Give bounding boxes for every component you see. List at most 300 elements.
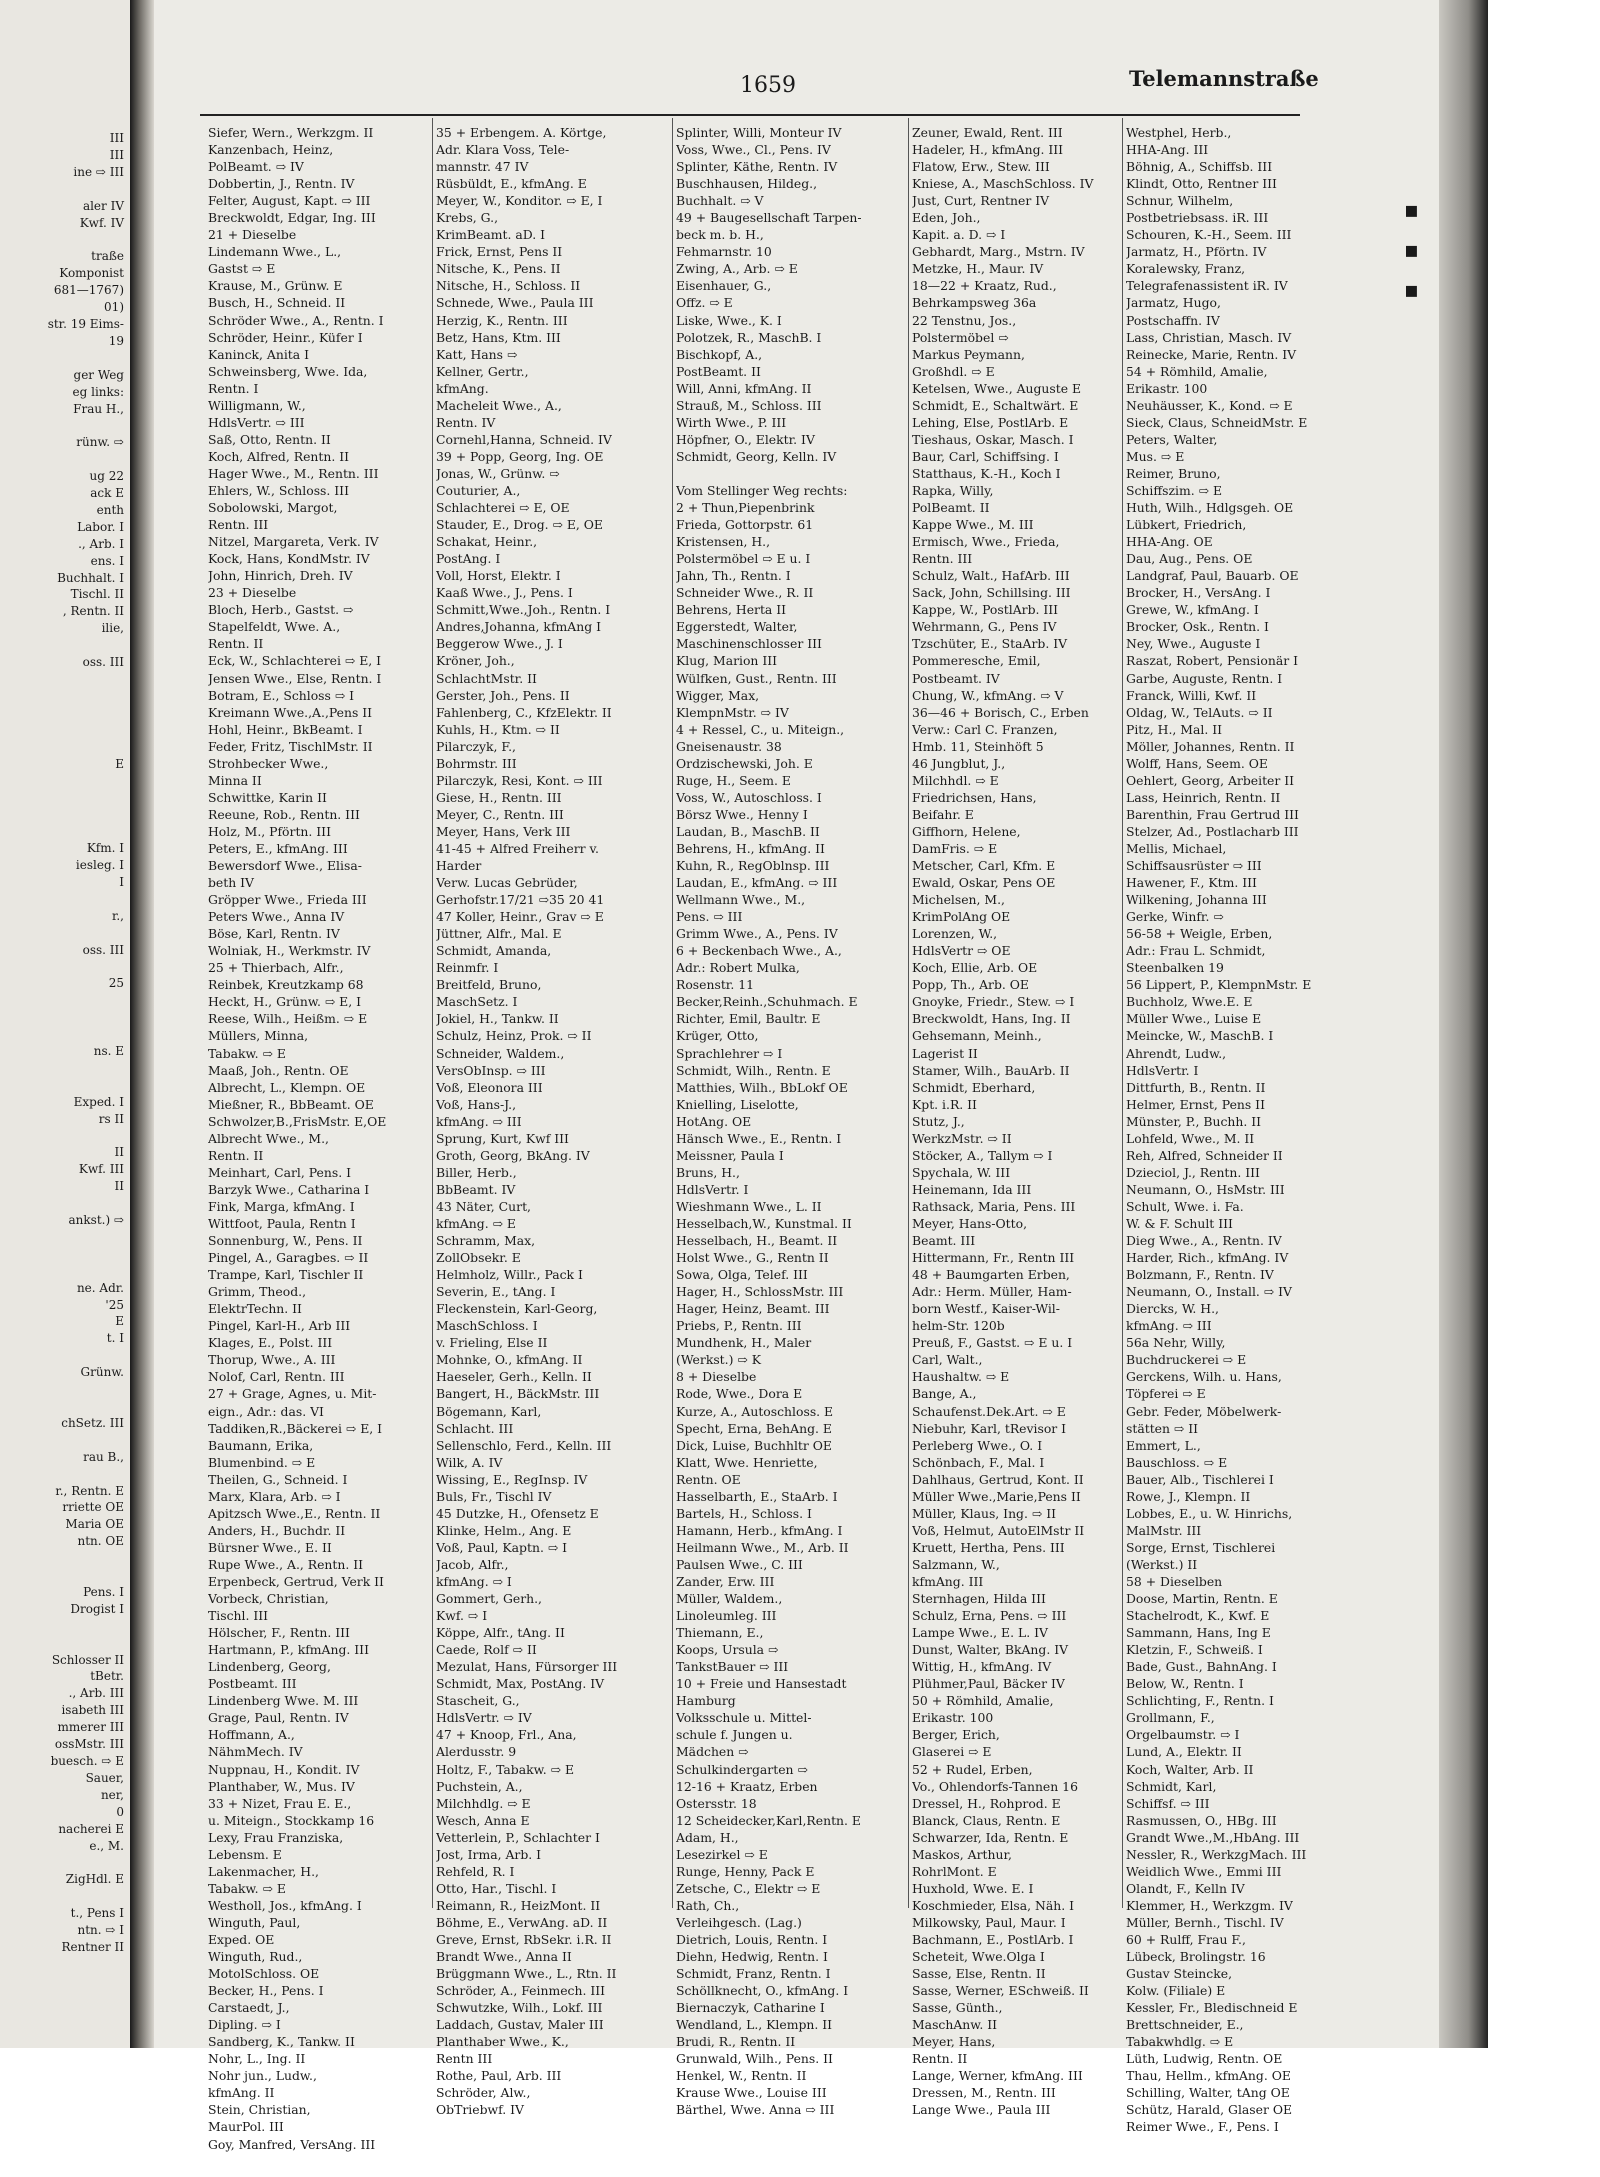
left-page-line	[0, 1550, 126, 1567]
directory-entry: Hager, Heinz, Beamt. III	[676, 1301, 830, 1317]
directory-entry: Rathsack, Maria, Pens. III	[912, 1198, 1076, 1214]
directory-entry: Sammann, Hans, Ing E	[1126, 1625, 1271, 1641]
directory-entry: Erpenbeck, Gertrud, Verk II	[208, 1573, 384, 1589]
left-page-line	[0, 1432, 126, 1449]
directory-entry: 54 + Römhild, Amalie,	[1126, 363, 1268, 379]
directory-entry: Westholl, Jos., kfmAng. I	[208, 1897, 362, 1913]
directory-entry: Minna II	[208, 772, 262, 788]
directory-entry: 23 + Dieselbe	[208, 585, 297, 601]
directory-entry: Pilarczyk, Resi, Kont. ⇨ III	[436, 772, 603, 788]
directory-entry: Neuhäusser, K., Kond. ⇨ E	[1126, 397, 1293, 413]
directory-entry: kfmAng. III	[912, 1573, 984, 1589]
directory-entry: Müllers, Minna,	[208, 1028, 309, 1044]
directory-entry: Postbeamt. III	[208, 1676, 297, 1692]
directory-entry: Klemmer, H., Werkzgm. IV	[1126, 1897, 1293, 1913]
directory-entry: Stascheit, G.,	[436, 1693, 520, 1709]
directory-entry: u. Miteign., Stockkamp 16	[208, 1812, 375, 1828]
directory-entry: Dunst, Walter, BkAng. IV	[912, 1642, 1069, 1658]
directory-entry: Holtz, F., Tabakw. ⇨ E	[436, 1761, 574, 1777]
directory-entry: Scheteit, Wwe.Olga I	[912, 1949, 1045, 1965]
directory-entry: Zander, Erw. III	[676, 1573, 775, 1589]
left-page-line: Tischl. II	[70, 587, 124, 602]
directory-entry: Schilling, Walter, tAng OE	[1126, 2085, 1290, 2101]
directory-entry: Jahn, Th., Rentn. I	[676, 568, 791, 584]
directory-column-4	[912, 124, 1118, 2118]
directory-entry: Schwutzke, Wilh., Lokf. III	[436, 2000, 603, 2016]
directory-entry: Berger, Erich,	[912, 1727, 1000, 1743]
directory-entry: Emmert, L.,	[1126, 1437, 1201, 1453]
directory-entry: 12 Scheidecker,Karl,Rentn. E	[676, 1812, 861, 1828]
directory-entry: KrimBeamt. aD. I	[436, 227, 545, 243]
directory-entry: 41-45 + Alfred Freiherr v.	[436, 840, 599, 856]
directory-entry: TankstBauer ⇨ III	[676, 1659, 789, 1675]
directory-entry: Dick, Luise, Buchhltr OE	[676, 1437, 832, 1453]
directory-entry: Vetterlein, P., Schlachter I	[436, 1829, 600, 1845]
directory-entry: Schulz, Erna, Pens. ⇨ III	[912, 1608, 1067, 1624]
directory-entry: Lass, Heinrich, Rentn. II	[1126, 789, 1281, 805]
directory-entry: Biller, Herb.,	[436, 1164, 517, 1180]
directory-entry: Schmidt, Wilh., Rentn. E	[676, 1062, 831, 1078]
directory-entry: Maschinenschlosser III	[676, 636, 822, 652]
directory-entry: Marx, Klara, Arb. ⇨ I	[208, 1488, 341, 1504]
margin-marks: ▪ ▪ ▪	[1404, 197, 1419, 303]
directory-entry: HotAng. OE	[676, 1113, 752, 1129]
directory-entry: Rentn. III	[912, 551, 973, 567]
directory-entry: Kuhls, H., Ktm. ⇨ II	[436, 721, 560, 737]
directory-entry: Schnur, Wilhelm,	[1126, 193, 1234, 209]
directory-entry: VersObInsp. ⇨ III	[436, 1062, 546, 1078]
directory-entry: Holst Wwe., G., Rentn II	[676, 1250, 829, 1266]
directory-entry: Carl, Walt.,	[912, 1352, 983, 1368]
directory-entry: Postbetriebsass. iR. III	[1126, 210, 1269, 226]
directory-entry: Westphel, Herb.,	[1126, 125, 1232, 140]
directory-entry: Schult, Wwe. i. Fa.	[1126, 1198, 1244, 1214]
directory-entry: Lakenmacher, H.,	[208, 1863, 319, 1879]
directory-entry: Postschaffn. IV	[1126, 312, 1220, 328]
directory-entry: 8 + Dieselbe	[676, 1369, 757, 1385]
directory-entry: Theilen, G., Schneid. I	[208, 1471, 348, 1487]
directory-entry: Brettschneider, E.,	[1126, 2017, 1244, 2033]
left-page-line: I	[119, 874, 124, 889]
directory-entry: Bischkopf, A.,	[676, 346, 763, 362]
directory-entry: Harder	[436, 858, 482, 874]
left-page-line: buesch. ⇨ E	[50, 1754, 124, 1768]
directory-entry: Stöcker, A., Tallym ⇨ I	[912, 1147, 1053, 1163]
directory-entry: 35 + Erbengem. A. Körtge,	[436, 125, 607, 140]
directory-entry: Jüttner, Alfr., Mal. E	[436, 926, 562, 942]
directory-entry: Krause, M., Grünw. E	[208, 278, 343, 294]
directory-entry: Fink, Marga, kfmAng. I	[208, 1198, 355, 1214]
directory-entry: Sowa, Olga, Telef. III	[676, 1267, 808, 1283]
left-page-line	[0, 1229, 126, 1246]
directory-entry: helm-Str. 120b	[912, 1318, 1005, 1334]
left-page-line: r., Rentn. E	[55, 1483, 124, 1498]
left-page-line	[0, 1567, 126, 1584]
directory-entry: Rosenstr. 11	[676, 977, 755, 993]
directory-entry: 21 + Dieselbe	[208, 227, 297, 243]
directory-entry: Kanzenbach, Heinz,	[208, 142, 334, 158]
directory-entry: Dietrich, Louis, Rentn. I	[676, 1931, 828, 1947]
directory-entry: Schramm, Max,	[436, 1233, 536, 1249]
directory-entry: Nuppnau, H., Kondit. IV	[208, 1761, 360, 1777]
directory-entry: Meyer, Hans, Verk III	[436, 823, 571, 839]
directory-entry: Adr.: Robert Mulka,	[676, 960, 800, 976]
directory-entry: 18—22 + Kraatz, Rud.,	[912, 278, 1057, 294]
directory-entry: Rode, Wwe., Dora E	[676, 1386, 803, 1402]
directory-entry: Gommert, Gerh.,	[436, 1591, 542, 1607]
directory-entry: Harder, Rich., kfmAng. IV	[1126, 1250, 1289, 1266]
directory-entry: Schaufenst.Dek.Art. ⇨ E	[912, 1403, 1066, 1419]
directory-entry: Friedrichsen, Hans,	[912, 789, 1037, 805]
left-page-line	[0, 1077, 126, 1094]
directory-entry: Kristensen, H.,	[676, 534, 771, 550]
directory-entry: Gerckens, Wilh. u. Hans,	[1126, 1369, 1282, 1385]
directory-entry: (Werkst.) ⇨ K	[676, 1352, 761, 1368]
left-page-line: Grünw.	[80, 1365, 124, 1380]
directory-entry: Voß, Paul, Kaptn. ⇨ I	[436, 1539, 568, 1555]
left-page-text	[0, 130, 126, 1956]
directory-entry: SchlachtMstr. II	[436, 670, 537, 686]
directory-entry: Wilkening, Johanna III	[1126, 892, 1267, 908]
directory-entry: Haeseler, Gerh., Kelln. II	[436, 1369, 592, 1385]
directory-entry: ObTriebwf. IV	[436, 2102, 524, 2118]
directory-entry: Bruns, H.,	[676, 1164, 740, 1180]
directory-entry: KlempnMstr. ⇨ IV	[676, 704, 789, 720]
directory-entry: WerkzMstr. ⇨ II	[912, 1130, 1012, 1146]
directory-entry: Gerster, Joh., Pens. II	[436, 687, 570, 703]
directory-entry: PolBeamt. ⇨ IV	[208, 159, 304, 175]
directory-entry: Hesselbach,W., Kunstmal. II	[676, 1216, 852, 1231]
directory-entry: Bloch, Herb., Gastst. ⇨	[208, 602, 354, 618]
street-header: Telemannstraße	[1129, 66, 1319, 91]
directory-entry: Schlachterei ⇨ E, OE	[436, 500, 570, 516]
directory-entry: Pilarczyk, F.,	[436, 738, 516, 754]
directory-entry: Lorenzen, W.,	[912, 926, 998, 942]
directory-entry: Grimm Wwe., A., Pens. IV	[676, 926, 838, 942]
directory-entry: Ewald, Oskar, Pens OE	[912, 875, 1056, 891]
directory-entry: Huth, Wilh., Hdlgsgeh. OE	[1126, 500, 1294, 516]
left-page-line: '25	[105, 1297, 124, 1312]
left-page-line: 19	[108, 333, 124, 348]
directory-entry: Wissing, E., RegInsp. IV	[436, 1471, 588, 1487]
directory-entry: Cornehl,Hanna, Schneid. IV	[436, 431, 612, 447]
directory-entry: Splinter, Käthe, Rentn. IV	[676, 159, 838, 175]
directory-entry: Hamburg	[676, 1693, 736, 1709]
directory-entry: Breckwoldt, Edgar, Ing. III	[208, 210, 376, 226]
directory-entry: Schulz, Heinz, Prok. ⇨ II	[436, 1028, 592, 1044]
directory-entry: Brocker, Osk., Rentn. I	[1126, 619, 1269, 635]
directory-entry: MotolSchloss. OE	[208, 1966, 320, 1982]
directory-entry: Sprachlehrer ⇨ I	[676, 1045, 783, 1061]
left-page-line	[0, 1195, 126, 1212]
left-page-line: ine ⇨ III	[73, 164, 124, 179]
left-page-line	[0, 637, 126, 654]
directory-entry: Beamt. III	[912, 1233, 976, 1249]
directory-entry: beth IV	[208, 875, 255, 891]
directory-entry: Schwolzer,B.,FrisMstr. E,OE	[208, 1113, 387, 1129]
left-page-line: Buchhalt. I	[57, 570, 124, 585]
directory-entry: MaschAnw. II	[912, 2017, 998, 2033]
directory-entry: Preuß, F., Gastst. ⇨ E u. I	[912, 1335, 1073, 1351]
directory-entry: Kellner, Gertr.,	[436, 363, 529, 379]
directory-entry: Bürsner Wwe., E. II	[208, 1539, 332, 1555]
directory-entry: Schröder, Alw.,	[436, 2085, 531, 2101]
directory-entry: Garbe, Auguste, Rentn. I	[1126, 670, 1283, 686]
directory-entry: Dzieciol, J., Rentn. III	[1126, 1164, 1260, 1180]
directory-entry: Großhdl. ⇨ E	[912, 363, 995, 379]
directory-entry: Just, Curt, Rentner IV	[912, 193, 1050, 209]
directory-entry: Schöllknecht, O., kfmAng. I	[676, 1983, 849, 1999]
directory-entry: HHA-Ang. III	[1126, 142, 1209, 158]
left-page-line	[0, 1381, 126, 1398]
directory-entry: Rothe, Paul, Arb. III	[436, 2068, 562, 2084]
directory-entry: Zeuner, Ewald, Rent. III	[912, 125, 1063, 140]
directory-entry: Stapelfeldt, Wwe. A.,	[208, 619, 341, 635]
directory-entry: Knielling, Liselotte,	[676, 1096, 799, 1112]
directory-entry: Fahlenberg, C., KfzElektr. II	[436, 704, 612, 720]
directory-entry: Reh, Alfred, Schneider II	[1126, 1147, 1283, 1163]
directory-entry: Wittig, H., kfmAng. IV	[912, 1659, 1052, 1675]
directory-entry: Frick, Ernst, Pens II	[436, 244, 563, 260]
directory-entry: Klages, E., Polst. III	[208, 1335, 333, 1351]
directory-entry: Meissner, Paula I	[676, 1147, 784, 1163]
directory-entry: Statthaus, K.-H., Koch I	[912, 465, 1061, 481]
directory-entry: Wittfoot, Paula, Rentn I	[208, 1216, 356, 1231]
directory-entry: Wieshmann Wwe., L. II	[676, 1198, 822, 1214]
directory-entry: Botram, E., Schloss ⇨ I	[208, 687, 355, 703]
directory-entry: Dipling. ⇨ I	[208, 2017, 281, 2033]
directory-entry: Voß, Eleonora III	[436, 1079, 543, 1095]
directory-entry: Lübeck, Brolingstr. 16	[1126, 1949, 1266, 1965]
directory-entry: Koch, Walter, Arb. II	[1126, 1761, 1254, 1777]
directory-entry: Böse, Karl, Rentn. IV	[208, 926, 340, 942]
directory-entry: eign., Adr.: das. VI	[208, 1403, 324, 1419]
directory-entry: Behrens, Herta II	[676, 602, 787, 618]
column-divider	[432, 118, 433, 1908]
directory-entry: Neumann, O., Install. ⇨ IV	[1126, 1284, 1292, 1300]
directory-entry: Metzke, H., Maur. IV	[912, 261, 1044, 277]
left-page-line: str. 19 Eims-	[47, 316, 124, 331]
directory-entry: Schmidt, Georg, Kelln. IV	[676, 448, 837, 464]
directory-entry: Koschmieder, Elsa, Näh. I	[912, 1897, 1075, 1913]
directory-entry: Macheleit Wwe., A.,	[436, 397, 562, 413]
directory-entry: mannstr. 47 IV	[436, 159, 529, 175]
directory-entry: Grage, Paul, Rentn. IV	[208, 1710, 349, 1726]
directory-entry: Sasse, Werner, ESchweiß. II	[912, 1983, 1089, 1999]
left-page-line	[0, 1398, 126, 1415]
directory-entry: beck m. b. H.,	[676, 227, 764, 243]
directory-entry: Dau, Aug., Pens. OE	[1126, 551, 1253, 567]
directory-entry: Klug, Marion III	[676, 653, 778, 669]
left-page-line	[0, 1246, 126, 1263]
left-page-line: 01)	[104, 300, 124, 315]
directory-entry: Priebs, P., Rentn. III	[676, 1318, 802, 1334]
directory-entry: Böhnig, A., Schiffsb. III	[1126, 159, 1273, 175]
directory-entry: Schwittke, Karin II	[208, 789, 327, 805]
directory-entry: Jacob, Alfr.,	[436, 1556, 509, 1572]
directory-entry: 60 + Rulff, Frau F.,	[1126, 1931, 1246, 1947]
directory-entry: Barenthin, Frau Gertrud III	[1126, 806, 1299, 822]
directory-entry: Tabakwhdlg. ⇨ E	[1126, 2034, 1234, 2050]
left-page-line: traße	[91, 249, 124, 264]
directory-entry: PolBeamt. II	[912, 500, 990, 516]
directory-entry: MaschSetz. I	[436, 994, 518, 1010]
directory-entry: Michelsen, M.,	[912, 892, 1005, 908]
directory-entry: Heinemann, Ida III	[912, 1181, 1032, 1197]
directory-entry: Kruett, Hertha, Pens. III	[912, 1539, 1065, 1555]
directory-entry: Laudan, E., kfmAng. ⇨ III	[676, 875, 838, 891]
directory-entry: Strauß, M., Schloss. III	[676, 397, 822, 413]
directory-entry: Hamann, Herb., kfmAng. I	[676, 1522, 843, 1538]
directory-entry: 56a Nehr, Willy,	[1126, 1335, 1226, 1351]
directory-entry: Postbeamt. IV	[912, 670, 1000, 686]
directory-entry: Landgraf, Paul, Bauarb. OE	[1126, 568, 1299, 584]
directory-entry: Wolff, Hans, Seem. OE	[1126, 755, 1268, 771]
directory-entry: Meincke, W., MaschB. I	[1126, 1028, 1274, 1044]
directory-entry: Neumann, O., HsMstr. III	[1126, 1181, 1285, 1197]
directory-entry: Polstermöbel ⇨ E u. I	[676, 551, 811, 567]
directory-entry: Schiffsausrüster ⇨ III	[1126, 858, 1262, 874]
directory-entry: Bauschloss. ⇨ E	[1126, 1454, 1228, 1470]
directory-entry: Kaninck, Anita I	[208, 346, 309, 362]
left-page-line: isabeth III	[61, 1703, 124, 1718]
directory-entry: Stein, Christian,	[208, 2102, 311, 2118]
directory-entry: Liske, Wwe., K. I	[676, 312, 782, 328]
directory-entry: Groth, Georg, BkAng. IV	[436, 1147, 590, 1163]
directory-entry: Nitzel, Margareta, Verk. IV	[208, 534, 379, 550]
directory-entry: Winguth, Paul,	[208, 1914, 301, 1930]
left-page-line	[0, 705, 126, 722]
column-divider	[908, 118, 909, 1908]
directory-entry: Sandberg, K., Tankw. II	[208, 2034, 355, 2050]
left-page-line	[0, 823, 126, 840]
directory-entry: Stutz, J.,	[912, 1113, 965, 1129]
directory-entry: Linoleumleg. III	[676, 1608, 777, 1624]
directory-entry: Behrkampsweg 36a	[912, 295, 1037, 311]
left-page-line: ossMstr. III	[54, 1737, 124, 1752]
directory-entry: 49 + Baugesellschaft Tarpen-	[676, 210, 862, 226]
directory-entry: kfmAng.	[436, 380, 489, 396]
directory-entry: Wülfken, Gust., Rentn. III	[676, 670, 837, 686]
directory-entry: Winguth, Rud.,	[208, 1949, 303, 1965]
left-page-line	[0, 688, 126, 705]
directory-entry: Apitzsch Wwe.,E., Rentn. II	[208, 1505, 381, 1521]
directory-entry: Tabakw. ⇨ E	[208, 1880, 286, 1896]
directory-entry: Holz, M., Pförtn. III	[208, 823, 331, 839]
directory-entry: 6 + Beckenbach Wwe., A.,	[676, 943, 842, 959]
directory-entry: Adr.: Herm. Müller, Ham-	[912, 1284, 1072, 1300]
directory-entry: Milchhdlg. ⇨ E	[436, 1795, 531, 1811]
directory-entry: Gebr. Feder, Möbelwerk-	[1126, 1403, 1282, 1419]
directory-entry: Gastst ⇨ E	[208, 261, 276, 277]
directory-entry: ElektrTechn. II	[208, 1301, 302, 1317]
left-page-line: Kfm. I	[86, 841, 124, 856]
left-page-line	[0, 1127, 126, 1144]
directory-entry: MaschSchloss. I	[436, 1318, 538, 1334]
directory-entry: Laudan, B., MaschB. II	[676, 823, 820, 839]
directory-entry: Fleckenstein, Karl-Georg,	[436, 1301, 598, 1317]
directory-entry: Bangert, H., BäckMstr. III	[436, 1386, 600, 1402]
directory-entry: Erikastr. 100	[912, 1710, 994, 1726]
directory-entry: Schulz, Walt., HafArb. III	[912, 568, 1070, 584]
left-page-line	[0, 1026, 126, 1043]
left-page-line: ns. E	[93, 1043, 124, 1058]
directory-entry: Müller, Klaus, Ing. ⇨ II	[912, 1505, 1056, 1521]
left-page-line: Rentner II	[61, 1939, 124, 1954]
directory-entry: Hadeler, H., kfmAng. III	[912, 142, 1064, 158]
directory-entry: Peters, Walter,	[1126, 431, 1218, 447]
directory-entry: Adam, H.,	[676, 1829, 739, 1845]
left-page-line	[0, 958, 126, 975]
directory-entry: Becker,Reinh.,Schuhmach. E	[676, 994, 858, 1010]
directory-entry: Schwarzer, Ida, Rentn. E	[912, 1829, 1069, 1845]
left-page-line	[0, 739, 126, 756]
directory-entry: Nitsche, H., Schloss. II	[436, 278, 581, 294]
directory-entry: Mießner, R., BbBeamt. OE	[208, 1096, 374, 1112]
directory-entry: Jonas, W., Grünw. ⇨	[436, 465, 560, 481]
directory-entry: 39 + Popp, Georg, Ing. OE	[436, 448, 604, 464]
directory-entry: Bartels, H., Schloss. I	[676, 1505, 812, 1521]
directory-entry: Rentn. II	[912, 2051, 968, 2067]
left-page-line: ger Weg	[73, 367, 124, 382]
left-page-line	[0, 1347, 126, 1364]
left-page-line: E	[115, 756, 124, 771]
directory-entry: Splinter, Willi, Monteur IV	[676, 125, 842, 140]
directory-entry: Eck, W., Schlachterei ⇨ E, I	[208, 653, 382, 669]
directory-entry: Below, W., Rentn. I	[1126, 1676, 1244, 1692]
directory-entry: Brocker, H., VersAng. I	[1126, 585, 1271, 601]
directory-entry: Pommeresche, Emil,	[912, 653, 1041, 669]
directory-entry: Sasse, Günth.,	[912, 2000, 1003, 2016]
directory-entry: kfmAng. II	[208, 2085, 275, 2101]
directory-entry: Gnoyke, Friedr., Stew. ⇨ I	[912, 994, 1075, 1010]
directory-entry: Koops, Ursula ⇨	[676, 1642, 779, 1658]
directory-entry: Mezulat, Hans, Fürsorger III	[436, 1659, 618, 1675]
directory-entry: Grandt Wwe.,M.,HbAng. III	[1126, 1829, 1300, 1845]
directory-entry: Dieg Wwe., A., Rentn. IV	[1126, 1233, 1282, 1249]
directory-entry: Beifahr. E	[912, 806, 974, 822]
left-page-line	[0, 181, 126, 198]
directory-entry: Greve, Ernst, RbSekr. i.R. II	[436, 1931, 612, 1947]
left-page-line: III	[109, 147, 124, 162]
left-page-line	[0, 722, 126, 739]
column-divider	[672, 118, 673, 1908]
directory-entry: Will, Anni, kfmAng. II	[676, 380, 812, 396]
left-page-line: iesleg. I	[75, 857, 124, 872]
directory-entry: Dressen, M., Rentn. III	[912, 2085, 1056, 2101]
directory-entry: Koch, Ellie, Arb. OE	[912, 960, 1038, 976]
directory-entry: Tabakw. ⇨ E	[208, 1045, 286, 1061]
left-page-line: E	[115, 1314, 124, 1329]
directory-entry: Kolw. (Filiale) E	[1126, 1983, 1226, 1999]
left-page-line	[0, 417, 126, 434]
left-page-line: ack E	[90, 486, 124, 501]
directory-entry: Sack, John, Schillsing. III	[912, 585, 1071, 601]
directory-entry: Thiemann, E.,	[676, 1625, 764, 1641]
directory-entry: Schütz, Harald, Glaser OE	[1126, 2102, 1293, 2118]
directory-entry: Herzig, K., Rentn. III	[436, 312, 568, 328]
directory-entry: Perleberg Wwe., O. I	[912, 1437, 1043, 1453]
directory-entry: MalMstr. III	[1126, 1522, 1202, 1538]
directory-entry: Lass, Christian, Masch. IV	[1126, 329, 1292, 345]
directory-entry: Kaaß Wwe., J., Pens. I	[436, 585, 573, 601]
directory-entry: 43 Näter, Curt,	[436, 1198, 531, 1214]
directory-entry: Heilmann Wwe., M., Arb. II	[676, 1539, 849, 1555]
directory-entry: Maskos, Arthur,	[912, 1846, 1012, 1862]
directory-entry	[676, 465, 904, 482]
directory-entry: Tieshaus, Oskar, Masch. I	[912, 431, 1074, 447]
directory-entry: Münster, P., Buchh. II	[1126, 1113, 1262, 1129]
